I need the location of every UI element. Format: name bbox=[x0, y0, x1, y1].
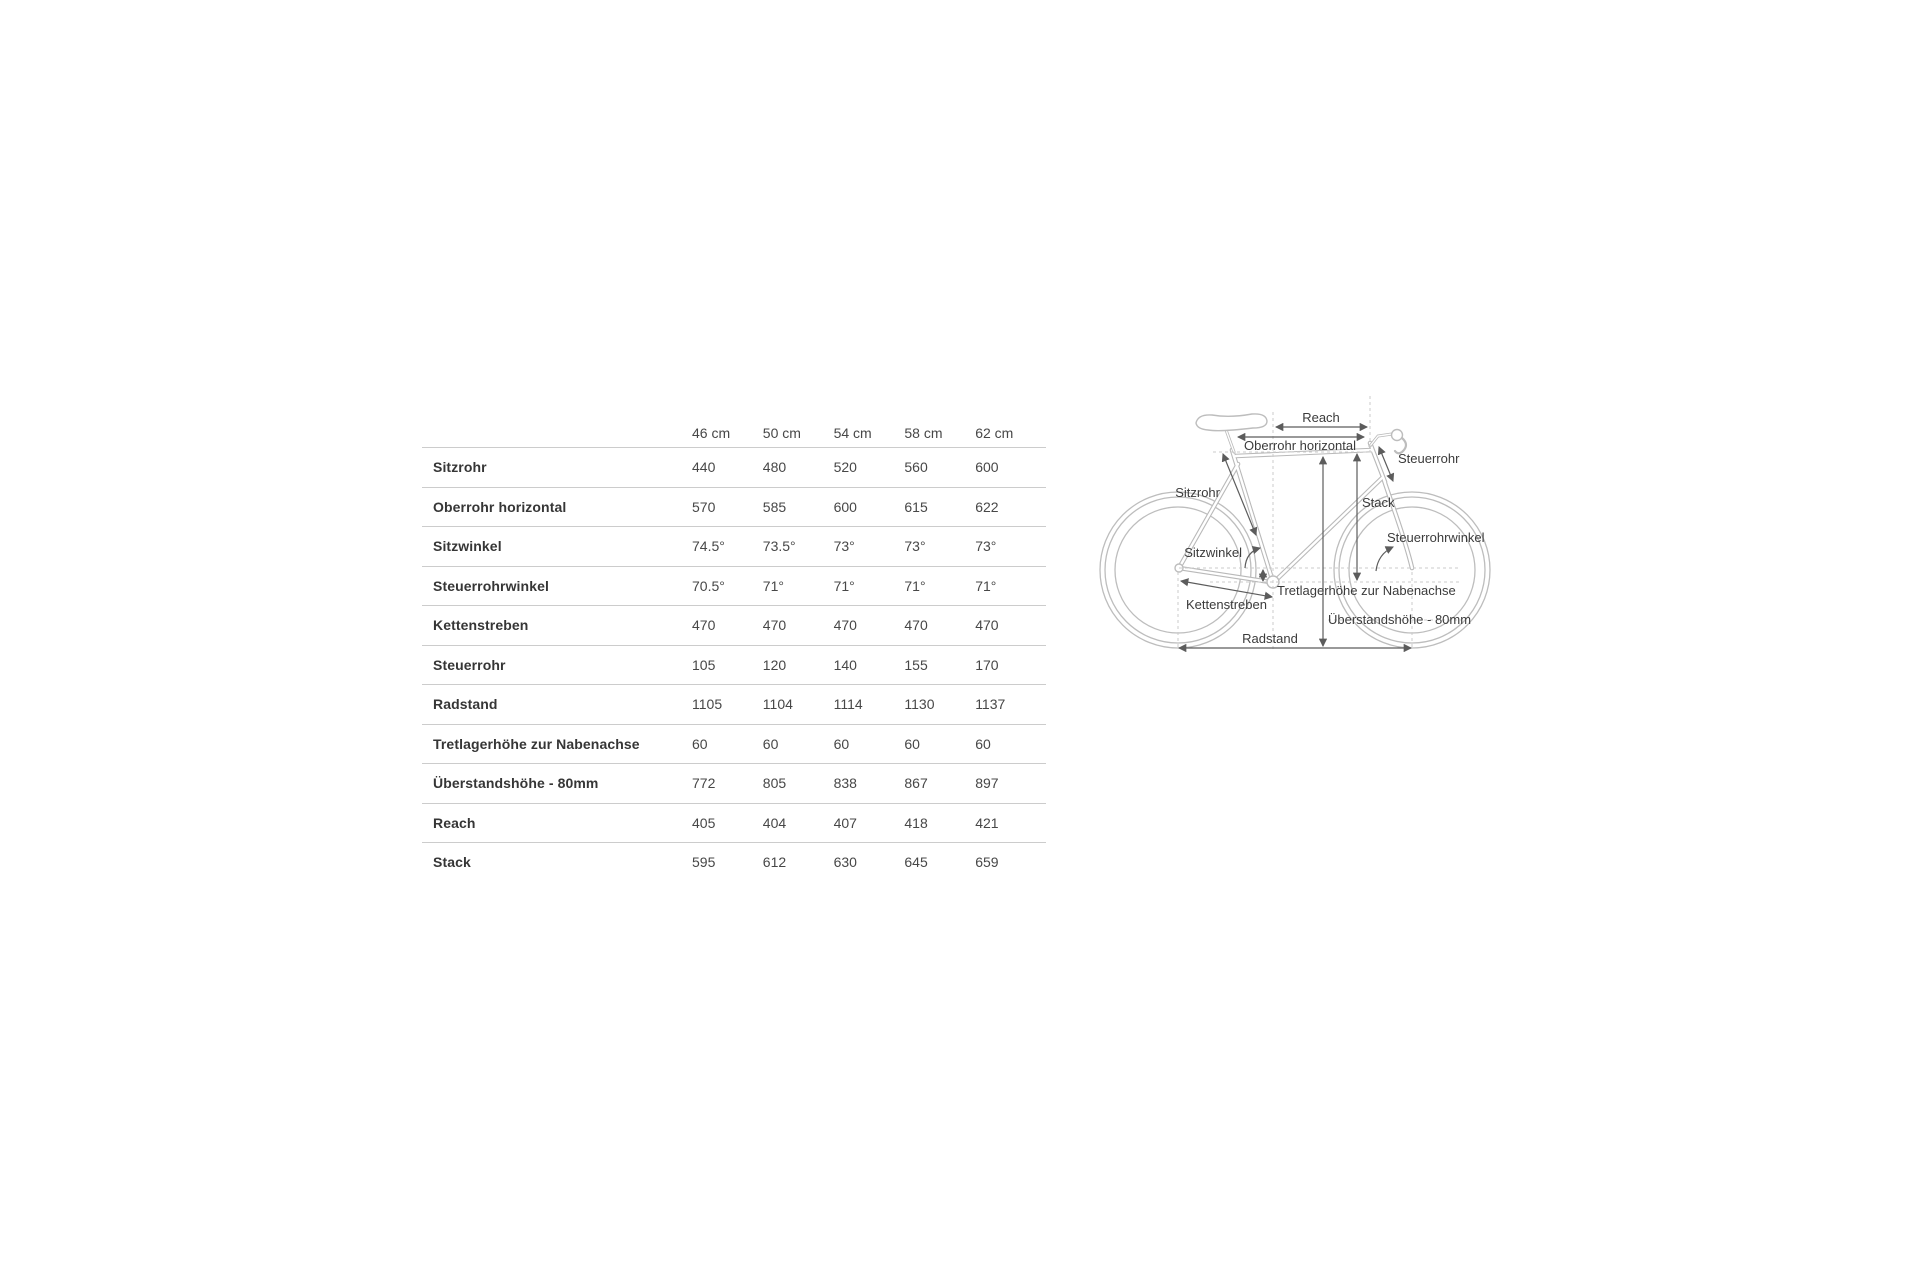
value-cell: 570 bbox=[692, 498, 716, 515]
value-cell: 440 bbox=[692, 459, 716, 476]
value-cell: 470 bbox=[692, 617, 716, 634]
row-label: Steuerrohrwinkel bbox=[433, 577, 549, 594]
value-cell: 470 bbox=[904, 617, 928, 634]
value-cell: 71° bbox=[762, 577, 784, 594]
table-row bbox=[422, 487, 1046, 527]
table-row bbox=[422, 842, 1046, 882]
row-label: Stack bbox=[433, 854, 471, 871]
label-steuerrohr: Steuerrohr bbox=[1398, 451, 1460, 466]
value-cell: 73° bbox=[975, 538, 997, 555]
value-cell: 520 bbox=[833, 459, 857, 476]
value-cell: 60 bbox=[833, 735, 850, 752]
label-steuerrohrwinkel: Steuerrohrwinkel bbox=[1387, 530, 1485, 545]
handlebar bbox=[1392, 430, 1403, 441]
sitzwinkel-arc bbox=[1245, 548, 1260, 568]
value-cell: 74.5° bbox=[692, 538, 725, 555]
value-cell: 60 bbox=[904, 735, 920, 752]
table-header-row bbox=[422, 418, 1046, 447]
value-cell: 155 bbox=[904, 656, 928, 673]
value-cell: 71° bbox=[975, 577, 997, 594]
value-cell: 595 bbox=[692, 854, 716, 871]
value-cell: 645 bbox=[904, 854, 928, 871]
value-cell: 1104 bbox=[762, 696, 793, 713]
kettenstreben-arrow bbox=[1181, 581, 1272, 597]
value-cell: 622 bbox=[975, 498, 999, 515]
value-cell: 470 bbox=[833, 617, 857, 634]
value-cell: 1105 bbox=[692, 696, 723, 713]
label-ueberstandshoehe: Überstandshöhe - 80mm bbox=[1328, 612, 1472, 627]
value-cell: 867 bbox=[904, 775, 928, 792]
value-cell: 838 bbox=[833, 775, 857, 792]
size-column-header: 50 cm bbox=[762, 425, 801, 441]
bike-geometry-diagram bbox=[1060, 390, 1520, 680]
row-label: Reach bbox=[433, 814, 476, 831]
table-row bbox=[422, 763, 1046, 803]
label-kettenstreben: Kettenstreben bbox=[1186, 597, 1267, 612]
value-cell: 140 bbox=[833, 656, 857, 673]
value-cell: 418 bbox=[904, 814, 928, 831]
table-row bbox=[422, 803, 1046, 843]
value-cell: 105 bbox=[692, 656, 716, 673]
value-cell: 404 bbox=[762, 814, 787, 831]
value-cell: 73° bbox=[833, 538, 855, 555]
table-row bbox=[422, 645, 1046, 685]
value-cell: 772 bbox=[692, 775, 716, 792]
value-cell: 560 bbox=[904, 459, 928, 476]
label-sitzwinkel: Sitzwinkel bbox=[1184, 545, 1242, 560]
value-cell: 73.5° bbox=[762, 538, 796, 555]
label-tretlagerhoehe: Tretlagerhöhe zur Nabenachse bbox=[1277, 583, 1456, 598]
row-label: Sitzrohr bbox=[433, 459, 487, 476]
value-cell: 60 bbox=[975, 735, 991, 752]
value-cell: 71° bbox=[904, 577, 926, 594]
value-cell: 470 bbox=[975, 617, 999, 634]
value-cell: 170 bbox=[975, 656, 999, 673]
value-cell: 659 bbox=[975, 854, 999, 871]
saddle bbox=[1196, 414, 1267, 431]
row-label: Steuerrohr bbox=[433, 656, 506, 673]
table-row bbox=[422, 447, 1046, 487]
value-cell: 1114 bbox=[833, 696, 863, 713]
row-label: Überstandshöhe - 80mm bbox=[433, 775, 599, 792]
value-cell: 407 bbox=[833, 814, 857, 831]
steuerrohrwinkel-arc bbox=[1376, 547, 1393, 571]
value-cell: 612 bbox=[762, 854, 787, 871]
value-cell: 1130 bbox=[904, 696, 935, 713]
value-cell: 120 bbox=[762, 656, 787, 673]
value-cell: 480 bbox=[762, 459, 787, 476]
table-row bbox=[422, 526, 1046, 566]
value-cell: 600 bbox=[833, 498, 857, 515]
size-column-header: 62 cm bbox=[975, 425, 1014, 441]
value-cell: 615 bbox=[904, 498, 928, 515]
label-oberrohr: Oberrohr horizontal bbox=[1244, 438, 1356, 453]
table-row bbox=[422, 605, 1046, 645]
label-radstand: Radstand bbox=[1242, 631, 1298, 646]
value-cell: 897 bbox=[975, 775, 999, 792]
table-body bbox=[422, 447, 1046, 882]
value-cell: 60 bbox=[762, 735, 779, 752]
value-cell: 1137 bbox=[975, 696, 1006, 713]
value-cell: 600 bbox=[975, 459, 999, 476]
row-label: Oberrohr horizontal bbox=[433, 498, 567, 515]
value-cell: 470 bbox=[762, 617, 787, 634]
value-cell: 73° bbox=[904, 538, 926, 555]
table-row bbox=[422, 724, 1046, 764]
value-cell: 60 bbox=[692, 735, 708, 752]
size-column-header: 54 cm bbox=[833, 425, 872, 441]
size-column-header: 58 cm bbox=[904, 425, 943, 441]
value-cell: 405 bbox=[692, 814, 716, 831]
value-cell: 421 bbox=[975, 814, 999, 831]
table-row bbox=[422, 684, 1046, 724]
row-label: Tretlagerhöhe zur Nabenachse bbox=[433, 735, 640, 752]
label-stack: Stack bbox=[1362, 495, 1395, 510]
label-reach: Reach bbox=[1302, 410, 1340, 425]
table-row bbox=[422, 566, 1046, 606]
value-cell: 71° bbox=[833, 577, 855, 594]
size-column-header: 46 cm bbox=[692, 425, 731, 441]
label-sitzrohr: Sitzrohr bbox=[1175, 485, 1220, 500]
geometry-table bbox=[422, 418, 1046, 882]
value-cell: 805 bbox=[762, 775, 787, 792]
value-cell: 630 bbox=[833, 854, 857, 871]
row-label: Radstand bbox=[433, 696, 498, 713]
value-cell: 70.5° bbox=[692, 577, 725, 594]
row-label: Sitzwinkel bbox=[433, 538, 502, 555]
value-cell: 585 bbox=[762, 498, 787, 515]
row-label: Kettenstreben bbox=[433, 617, 529, 634]
